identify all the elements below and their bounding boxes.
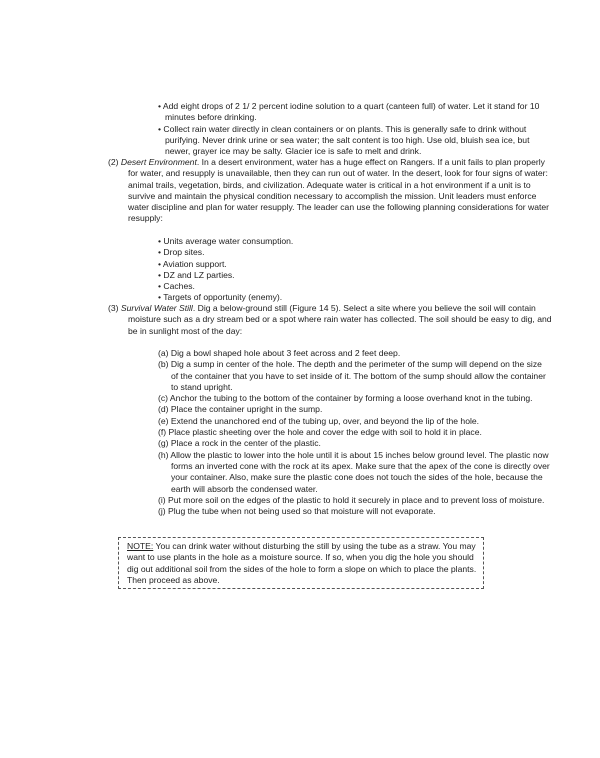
step-item: (d) Place the container upright in the sump. — [158, 404, 323, 415]
step-item: (j) Plug the tube when not being used so that moisture will not evaporate. — [158, 506, 436, 517]
step-item: (h) Allow the plastic to lower into the hole until it is about 15 inches below ground level. The plastic now forms an inverted cone with the rock at its apex. Make sure that the apex of the cone is directly over your container. Also, make sure the plastic cone does not touch the sides of the hole, because the earth will absorb the condensed water. — [158, 449, 550, 494]
section-number: (2) — [108, 157, 121, 167]
step-item: (f) Place plastic sheeting over the hole and cover the edge with soil to hold it in place. — [158, 427, 482, 438]
list-item: • Caches. — [158, 281, 195, 292]
still-steps-list — [158, 348, 550, 517]
step-item: (b) Dig a sump in center of the hole. The depth and the perimeter of the sump will depend on the size of the container that you have to set inside of it. The bottom of the sump should allow the container to stand upright. — [158, 359, 546, 392]
note-box — [118, 537, 484, 589]
list-item: • Units average water consumption. — [158, 236, 294, 246]
list-item: • Collect rain water directly in clean containers or on plants. This is generally safe to drink without purifying. Never drink urine or sea water; the salt content is too high. Use old, bluish sea ice, but newer, grayer ice may be salty. Glacier ice is safe to melt and drink. — [158, 123, 530, 157]
iodine-rain-bullets — [158, 101, 550, 157]
section-desert-environment — [108, 157, 553, 225]
section-text: . Dig a below-ground still (Figure 14 5). Select a site where you believe the soil will contain moisture such as a dry stream bed or a spot where rain water has collected. The soil should be easy to dig, and be in sunlight most of the day: — [128, 303, 552, 336]
list-item: • Add eight drops of 2 1/ 2 percent iodine solution to a quart (canteen full) of water. Let it stand for 10 minutes before drinking. — [158, 101, 540, 123]
step-item: (c) Anchor the tubing to the bottom of the container by forming a loose overhand knot in the tubing. — [158, 393, 533, 404]
step-item: (a) Dig a bowl shaped hole about 3 feet across and 2 feet deep. — [158, 348, 401, 358]
step-item: (g) Place a rock in the center of the plastic. — [158, 438, 321, 449]
section-paragraph — [108, 303, 553, 337]
resupply-considerations-list — [158, 236, 458, 304]
section-survival-water-still — [108, 303, 553, 337]
list-item: • DZ and LZ parties. — [158, 269, 235, 280]
section-title: Desert Environment — [120, 157, 197, 167]
section-text: . In a desert environment, water has a huge effect on Rangers. If a unit fails to plan properly for water, and resupply is unavailable, then they can run out of water. In the desert, look for four signs of water: animal trails, vegetation, birds, and civilization. Adequate water is critical in a hot environment if a unit is to survive and maintain the physical condition necessary to accomplish the mission. Unit leaders must enforce water discipline and plan for water resupply. The leader can use the following planning considerations for water resupply: — [128, 157, 550, 224]
step-item: (e) Extend the unanchored end of the tubing up, over, and beyond the lip of the hole. — [158, 415, 480, 426]
list-item: • Aviation support. — [158, 258, 227, 269]
section-number: (3) — [108, 303, 121, 313]
list-item: • Targets of opportunity (enemy). — [158, 292, 283, 303]
note-text: You can drink water without disturbing the still by using the tube as a straw. You may want to use plants in the hole as a moisture source. If so, when you dig the hole you should dig out additional soil from the sides of the hole to form a slope on which to place the plants. Then proceed as above. — [127, 541, 477, 585]
step-item: (i) Put more soil on the edges of the plastic to hold it securely in place and to prevent loss of moisture. — [158, 494, 545, 505]
note-label: NOTE: — [127, 541, 154, 551]
list-item: • Drop sites. — [158, 247, 205, 258]
section-paragraph — [108, 157, 553, 225]
section-title: Survival Water Still — [120, 303, 193, 313]
